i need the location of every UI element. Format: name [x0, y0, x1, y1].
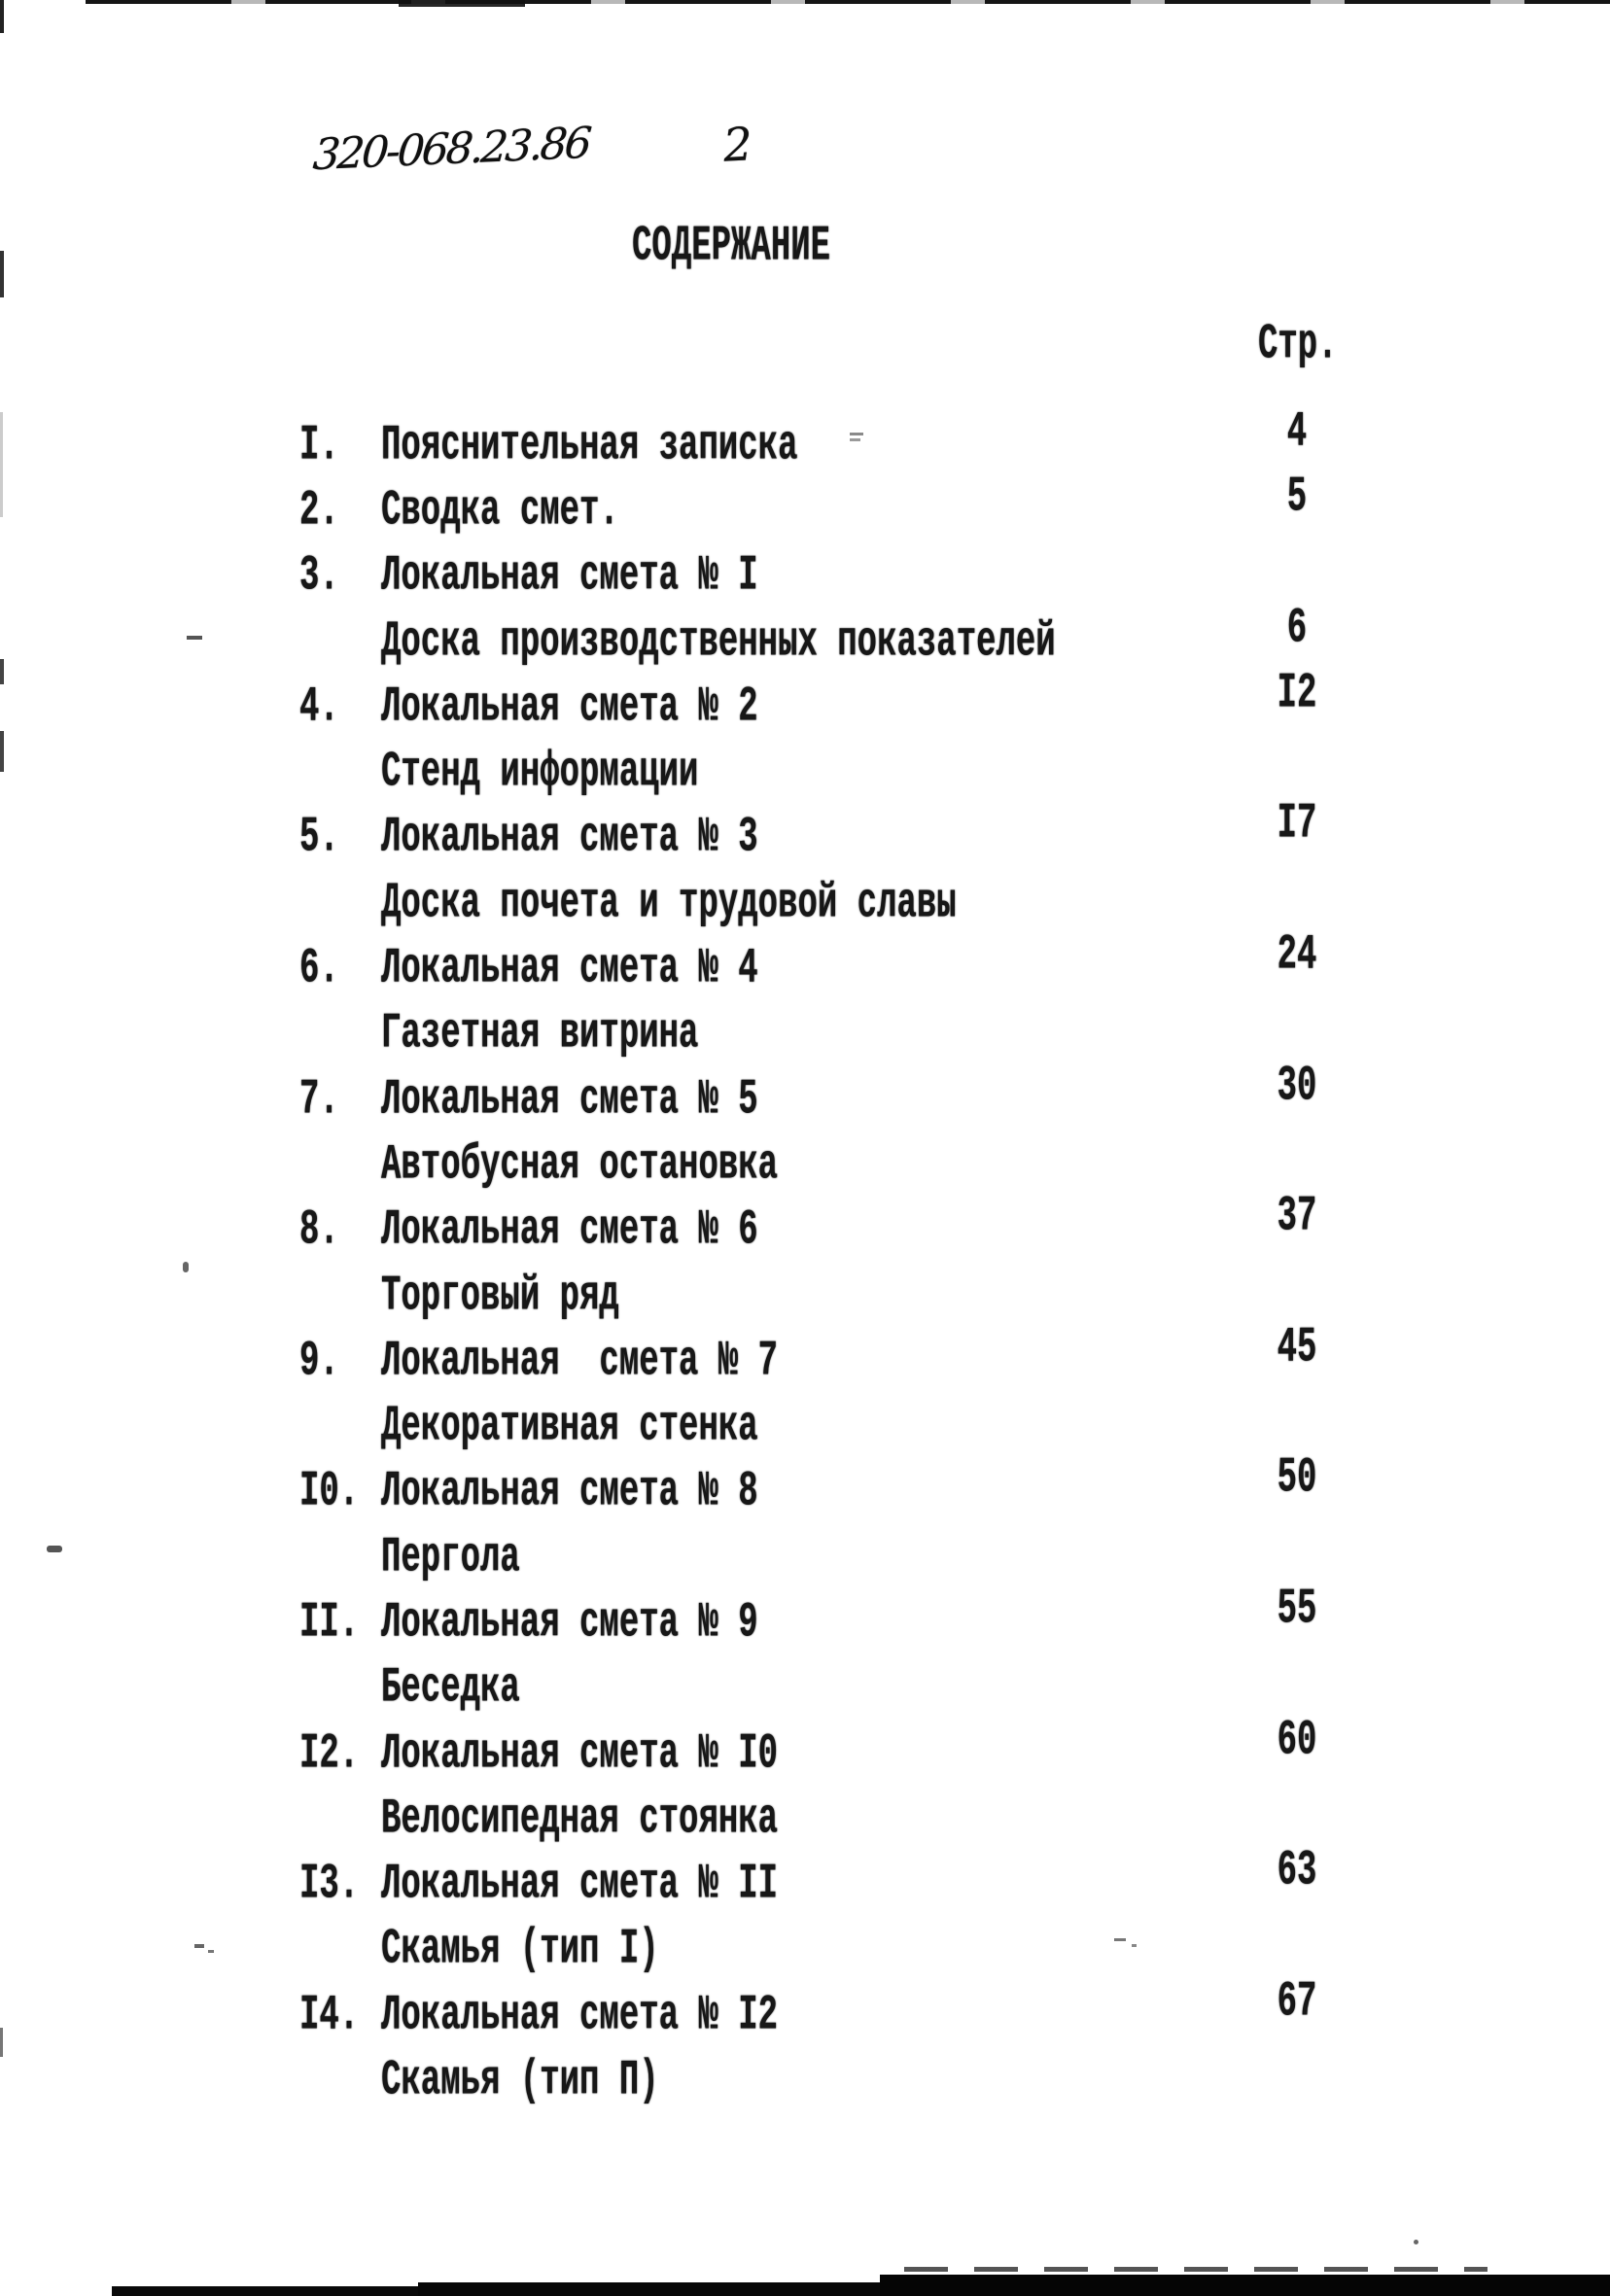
- scan-artifact-left-dash: [0, 659, 4, 684]
- scan-artifact-speck: [1414, 2240, 1418, 2244]
- toc-entry-11-subtitle: Беседка: [381, 1661, 520, 1718]
- page-column-header-text: Стр.: [1258, 318, 1338, 374]
- toc-entry-12-subtitle-line: [299, 1788, 1262, 1853]
- toc-entry-11-title: Локальная смета № 9: [381, 1596, 758, 1652]
- toc-entry-7-title: Локальная смета № 5: [381, 1072, 758, 1129]
- toc-entry-14-title: Локальная смета № I2: [381, 1988, 779, 2044]
- toc-entry-2-page: 5: [1286, 470, 1308, 527]
- toc-entry-7-page: 30: [1277, 1059, 1317, 1115]
- toc-entry-9-title: Локальная смета № 7: [381, 1334, 779, 1390]
- toc-entry-8-number: 8.: [299, 1203, 339, 1260]
- toc-entry-10-number: I0.: [299, 1465, 360, 1521]
- toc-entry-4-subtitle: Стенд информации: [381, 746, 699, 802]
- toc-entry-6-title: Локальная смета № 4: [381, 942, 758, 998]
- scan-artifact-top-edge: [86, 0, 1610, 4]
- toc-entry-5-number: 5.: [299, 811, 339, 867]
- toc-entry-5-page: I7: [1277, 797, 1317, 853]
- toc-entry-9-subtitle: Декоративная стенка: [381, 1400, 758, 1456]
- scan-artifact-speck: [187, 636, 202, 640]
- toc-entry-10-subtitle-line: [299, 1526, 1262, 1591]
- toc-entry-8-page: 37: [1277, 1190, 1317, 1246]
- toc-entry-13-subtitle-line: [299, 1919, 1262, 1984]
- toc-entry-11-subtitle-line: [299, 1657, 1262, 1722]
- scan-artifact-left-dash: [0, 251, 4, 297]
- scan-artifact-bottom-bar-dashes: [904, 2267, 1488, 2272]
- toc-entry-6-page: 24: [1277, 928, 1317, 985]
- toc-entry-14: [299, 1984, 1262, 2049]
- toc-entry-12-subtitle: Велосипедная стоянка: [381, 1792, 779, 1849]
- toc-entry-1: [299, 414, 1262, 479]
- toc-entry-10: [299, 1461, 1262, 1526]
- toc-entry-4-subtitle-line: [299, 741, 1262, 806]
- toc-entry-3-page: 6: [1286, 601, 1308, 657]
- handwritten-document-code: 320-068.23.86: [311, 118, 591, 181]
- toc-entry-1-page: 4: [1286, 404, 1308, 461]
- toc-entry-6-number: 6.: [299, 942, 339, 998]
- page-title-text: СОДЕРЖАНИЕ: [632, 220, 831, 276]
- toc-entry-13: [299, 1854, 1262, 1919]
- toc-entry-3-subtitle-line: [299, 610, 1262, 676]
- toc-entry-7-subtitle: Автобусная остановка: [381, 1138, 779, 1195]
- scan-artifact-top-blob: [399, 0, 525, 7]
- scan-artifact-speck: [183, 1262, 189, 1272]
- toc-entry-7: [299, 1068, 1262, 1133]
- scan-artifact-bottom-bar: [418, 2282, 1610, 2296]
- toc-entry-13-title: Локальная смета № II: [381, 1858, 779, 1914]
- scan-artifact-speck: [208, 1950, 214, 1953]
- toc-entry-4-title: Локальная смета № 2: [381, 679, 758, 736]
- toc-entry-9: [299, 1330, 1262, 1395]
- toc-entry-8-subtitle: Торговый ряд: [381, 1269, 619, 1325]
- toc-entry-13-page: 63: [1277, 1844, 1317, 1900]
- scan-artifact-bottom-bar: [880, 2275, 1610, 2296]
- toc-entry-9-number: 9.: [299, 1334, 339, 1390]
- toc-entry-6-subtitle-line: [299, 1003, 1262, 1068]
- toc-entry-5-subtitle-line: [299, 872, 1262, 937]
- scan-artifact-bottom-bar: [112, 2286, 656, 2296]
- toc-entry-12: [299, 1722, 1262, 1788]
- toc-entry-12-page: 60: [1277, 1713, 1317, 1769]
- scan-artifact-left-dash: [0, 2028, 3, 2057]
- scan-artifact-left-dash: [0, 412, 3, 517]
- toc-entry-8: [299, 1200, 1262, 1265]
- toc-entry-3-number: 3.: [299, 549, 339, 606]
- toc-entry-4-number: 4.: [299, 679, 339, 736]
- toc-entry-4: [299, 676, 1262, 741]
- toc-entry-8-title: Локальная смета № 6: [381, 1203, 758, 1260]
- scan-artifact-left-dash: [0, 731, 4, 772]
- toc-entry-14-page: 67: [1277, 1974, 1317, 2031]
- toc-entry-2: [299, 479, 1262, 544]
- toc-entry-1-number: I.: [299, 418, 339, 474]
- toc-entry-12-title: Локальная смета № I0: [381, 1726, 779, 1783]
- toc-entry-10-page: 50: [1277, 1451, 1317, 1508]
- toc-entry-4-page: I2: [1277, 666, 1317, 722]
- toc-entry-12-number: I2.: [299, 1726, 360, 1783]
- scan-artifact-speck: [47, 1546, 62, 1552]
- toc-entry-1-title: Пояснительная записка: [381, 418, 798, 474]
- toc-entry-10-subtitle: Пергола: [381, 1530, 520, 1586]
- toc-list: [299, 414, 1262, 2115]
- toc-entry-5-subtitle: Доска почета и трудовой славы: [381, 876, 957, 932]
- toc-entry-13-number: I3.: [299, 1858, 360, 1914]
- toc-entry-6: [299, 937, 1262, 1002]
- toc-entry-7-subtitle-line: [299, 1133, 1262, 1199]
- toc-entry-3-title: Локальная смета № I: [381, 549, 758, 606]
- page-column-header: [1258, 318, 1338, 374]
- page-title: [632, 221, 830, 275]
- toc-entry-11: [299, 1591, 1262, 1656]
- toc-entry-14-number: I4.: [299, 1988, 360, 2044]
- toc-entry-10-title: Локальная смета № 8: [381, 1465, 758, 1521]
- toc-entry-5-title: Локальная смета № 3: [381, 811, 758, 867]
- toc-entry-5: [299, 807, 1262, 872]
- toc-entry-11-number: II.: [299, 1596, 360, 1652]
- toc-entry-9-page: 45: [1277, 1320, 1317, 1376]
- toc-entry-3: [299, 545, 1262, 610]
- toc-entry-13-subtitle: Скамья (тип I): [381, 1923, 659, 1979]
- toc-entry-8-subtitle-line: [299, 1265, 1262, 1330]
- toc-entry-14-subtitle: Скамья (тип П): [381, 2054, 659, 2110]
- toc-page-number-column: [1252, 400, 1342, 2102]
- toc-entry-7-number: 7.: [299, 1072, 339, 1129]
- handwritten-page-number: 2: [721, 118, 754, 173]
- toc-entry-14-subtitle-line: [299, 2049, 1262, 2114]
- scan-artifact-corner-tick: [0, 0, 4, 33]
- toc-entry-2-number: 2.: [299, 484, 339, 540]
- toc-entry-3-subtitle: Доска производственных показателей: [381, 614, 1056, 671]
- toc-entry-11-page: 55: [1277, 1583, 1317, 1639]
- scan-artifact-speck: [194, 1944, 204, 1948]
- toc-entry-2-title: Сводка смет.: [381, 484, 619, 540]
- toc-entry-9-subtitle-line: [299, 1395, 1262, 1460]
- toc-entry-6-subtitle: Газетная витрина: [381, 1007, 699, 1063]
